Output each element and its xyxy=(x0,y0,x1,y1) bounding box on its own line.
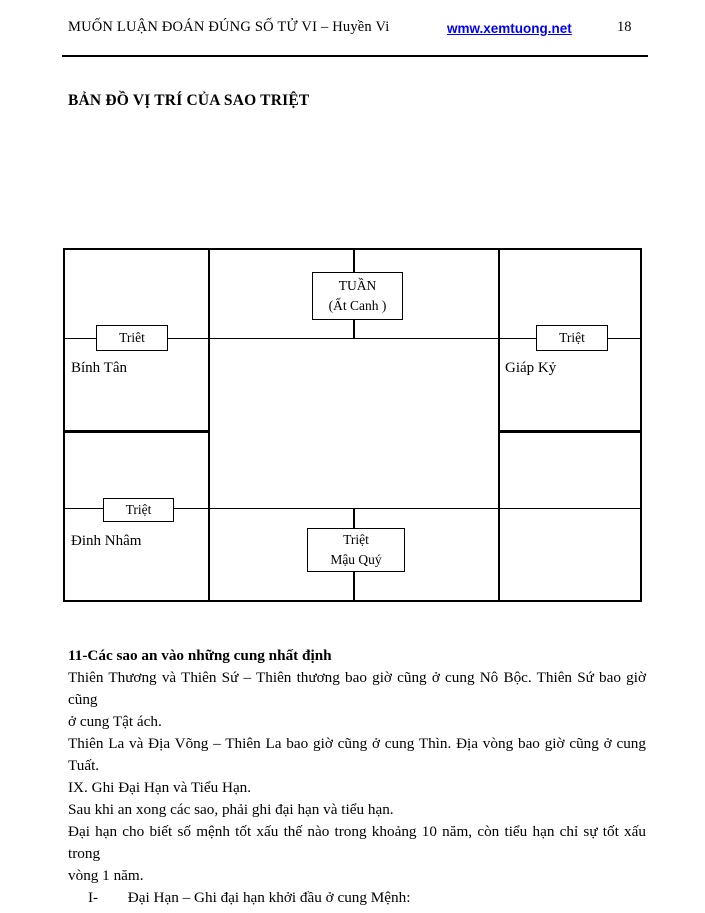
cell-label-giap-ky: Giáp Kỷ xyxy=(505,360,557,376)
body-line: Đại hạn cho biết số mệnh tốt xấu thế nào trong khoảng 10 năm, còn tiểu hạn chỉ sự tốt xấu trong xyxy=(68,823,646,862)
section-title: BẢN ĐỒ VỊ TRÍ CỦA SAO TRIỆT xyxy=(68,92,310,109)
triet-box-bottom-left: Triệt xyxy=(103,498,174,522)
body-line: IX. Ghi Đại Hạn và Tiểu Hạn. xyxy=(68,779,252,796)
tuan-box-subtitle: (Ất Canh ) xyxy=(328,298,387,313)
body-heading: 11-Các sao an vào những cung nhất định xyxy=(68,647,332,664)
tuan-box xyxy=(312,272,403,320)
triet-mau-quy-line2: Mậu Quý xyxy=(330,552,382,567)
cell-label-dinh-nham: Đinh Nhâm xyxy=(71,533,142,549)
body-text xyxy=(68,645,646,909)
body-line: Thiên Thương và Thiên Sứ – Thiên thương bao giờ cũng ở cung Nô Bộc. Thiên Sứ bao giờ cũng xyxy=(68,669,646,708)
tuan-box-title: TUẦN xyxy=(338,278,377,294)
triet-box-top-right: Triệt xyxy=(536,325,608,351)
header-divider xyxy=(62,55,648,57)
body-line: Thiên La và Địa Võng – Thiên La bao giờ cũng ở cung Thìn. Địa vòng bao giờ cũng ở cung Tuất. xyxy=(68,735,646,774)
page-number: 18 xyxy=(617,19,632,35)
header-website-link[interactable]: wmw.xemtuong.net xyxy=(447,21,572,36)
body-line: vòng 1 năm. xyxy=(68,867,144,884)
triet-mau-quy-box xyxy=(307,528,405,572)
grid-vertical-right xyxy=(498,250,500,600)
list-item-text: Đại Hạn – Ghi đại hạn khởi đầu ở cung Mệnh: xyxy=(127,889,411,906)
body-line: Sau khi an xong các sao, phải ghi đại hạn và tiểu hạn. xyxy=(68,801,394,818)
triet-mau-quy-line1: Triệt xyxy=(343,532,369,548)
header-title: MUỐN LUẬN ĐOÁN ĐÚNG SỐ TỬ VI – Huyền Vi xyxy=(68,19,390,35)
list-item-marker: I- xyxy=(88,889,99,906)
numbered-list-item xyxy=(68,887,646,909)
body-line: ở cung Tật ách. xyxy=(68,713,162,730)
grid-horizontal-mid-right-thick xyxy=(498,430,640,433)
triet-box-top-left: Triêt xyxy=(96,325,168,351)
triet-position-chart xyxy=(63,248,642,602)
grid-vertical-left xyxy=(208,250,210,600)
grid-horizontal-mid-left-thick xyxy=(65,430,210,433)
cell-label-binh-tan: Bính Tân xyxy=(71,360,127,376)
